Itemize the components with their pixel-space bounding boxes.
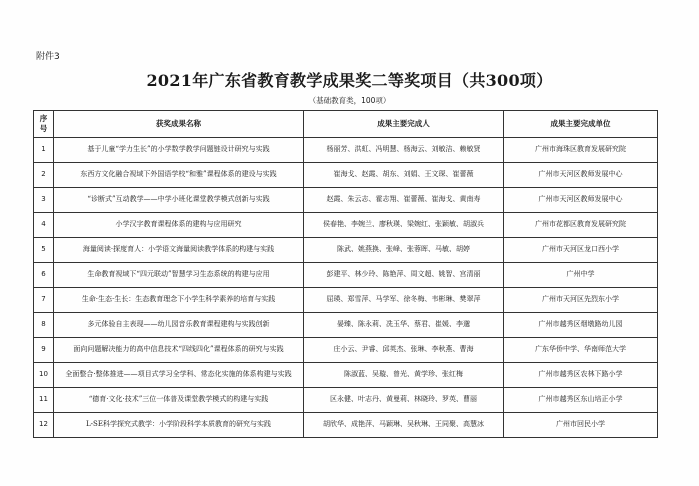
table-row <box>34 338 658 363</box>
cell-no: 6 <box>34 263 54 288</box>
cell-people: 崔海戈、赵霞、胡东、刘娟、王文琛、崔蕾薇 <box>304 163 504 188</box>
cell-people: 区永健、叶志丹、黄曼莉、林晓玲、罗英、曹丽 <box>304 388 504 413</box>
cell-name: L-SE科学探究式教学：小学阶段科学本质教育的研究与实践 <box>54 413 304 438</box>
page-title: 2021年广东省教育教学成果奖二等奖项目（共300项） <box>146 71 553 90</box>
cell-people: 赵霞、朱云志、霍志翔、崔蕾薇、崔海戈、黄南寿 <box>304 188 504 213</box>
cell-unit: 广州市天河区教师发展中心 <box>504 163 658 188</box>
cell-no: 8 <box>34 313 54 338</box>
cell-no: 2 <box>34 163 54 188</box>
cell-people: 陈淑蓝、吴璇、曾光、黄学珍、张红梅 <box>304 363 504 388</box>
awards-table <box>33 110 658 438</box>
table-header-row <box>34 111 658 138</box>
cell-unit: 广东华侨中学、华南师范大学 <box>504 338 658 363</box>
header-no: 序号 <box>34 111 54 138</box>
cell-name: “德育·文化·技术”三位一体普及课堂教学模式的构建与实践 <box>54 388 304 413</box>
table-row <box>34 288 658 313</box>
cell-people: 胡欣华、成艳萍、马颖琳、吴秋琳、王同聚、高慧冰 <box>304 413 504 438</box>
cell-no: 5 <box>34 238 54 263</box>
cell-unit: 广州市天河区龙口西小学 <box>504 238 658 263</box>
attachment-label: 附件3 <box>36 52 60 62</box>
cell-name: 全面整合·整体推进——项目式学习全学科、常态化实施的体系构建与实践 <box>54 363 304 388</box>
cell-no: 12 <box>34 413 54 438</box>
cell-unit: 广州中学 <box>504 263 658 288</box>
cell-people: 彭建平、林少玲、陈艳萍、周文超、姚智、宫清丽 <box>304 263 504 288</box>
cell-people: 晏臻、陈永莉、冼玉华、蔡君、崔媛、李邈 <box>304 313 504 338</box>
table-row <box>34 213 658 238</box>
cell-no: 10 <box>34 363 54 388</box>
cell-name: 东西方文化融合视域下外国语学校“和雅”课程体系的建设与实践 <box>54 163 304 188</box>
cell-people: 侯春艳、李婉兰、廖秋瑛、梁婉红、张颖敏、胡淑兵 <box>304 213 504 238</box>
cell-unit: 广州市回民小学 <box>504 413 658 438</box>
table-row <box>34 313 658 338</box>
table-row <box>34 238 658 263</box>
header-name: 获奖成果名称 <box>54 111 304 138</box>
cell-people: 陈武、姚燕换、张峰、张蓉晖、马敏、胡婷 <box>304 238 504 263</box>
table-row <box>34 138 658 163</box>
header-people: 成果主要完成人 <box>304 111 504 138</box>
cell-people: 杨丽芳、洪虹、冯明慧、杨海云、刘敏洁、赖敏贤 <box>304 138 504 163</box>
table-row <box>34 413 658 438</box>
cell-people: 庄小云、尹睿、邱英杰、张琳、李秋燕、曹海 <box>304 338 504 363</box>
cell-name: 基于儿童“学力生长”的小学数学教学问题链设计研究与实践 <box>54 138 304 163</box>
cell-no: 1 <box>34 138 54 163</box>
cell-people: 屈瑛、郑雪萍、马学军、徐冬梅、韦彬琳、樊翠萍 <box>304 288 504 313</box>
cell-unit: 广州市越秀区烟墩路幼儿园 <box>504 313 658 338</box>
page-subtitle: （基础教育类，100项） <box>308 96 391 105</box>
cell-unit: 广州市天河区教师发展中心 <box>504 188 658 213</box>
cell-name: 多元体验自主表现——幼儿园音乐教育课程建构与实践创新 <box>54 313 304 338</box>
cell-name: 海量阅读·探度育人：小学语文海量阅读教学体系的构建与实践 <box>54 238 304 263</box>
table-row <box>34 263 658 288</box>
header-unit: 成果主要完成单位 <box>504 111 658 138</box>
table-row <box>34 188 658 213</box>
cell-no: 11 <box>34 388 54 413</box>
cell-unit: 广州市花都区教育发展研究院 <box>504 213 658 238</box>
cell-unit: 广州市越秀区农林下路小学 <box>504 363 658 388</box>
cell-name: 小学汉字教育课程体系的建构与应用研究 <box>54 213 304 238</box>
table-row <box>34 388 658 413</box>
table-row <box>34 363 658 388</box>
cell-name: 生命教育视域下“四元联动”智慧学习生态系统的构建与应用 <box>54 263 304 288</box>
cell-unit: 广州市海珠区教育发展研究院 <box>504 138 658 163</box>
cell-no: 7 <box>34 288 54 313</box>
cell-unit: 广州市越秀区东山培正小学 <box>504 388 658 413</box>
cell-name: 生命·生态·生长：生态教育理念下小学生科学素养的培育与实践 <box>54 288 304 313</box>
cell-unit: 广州市天河区先烈东小学 <box>504 288 658 313</box>
cell-name: “诊断式”互动教学——中学小班化课堂教学模式创新与实践 <box>54 188 304 213</box>
cell-name: 面向问题解决能力的高中信息技术“四线四化”课程体系的研究与实践 <box>54 338 304 363</box>
cell-no: 4 <box>34 213 54 238</box>
cell-no: 3 <box>34 188 54 213</box>
cell-no: 9 <box>34 338 54 363</box>
table-row <box>34 163 658 188</box>
